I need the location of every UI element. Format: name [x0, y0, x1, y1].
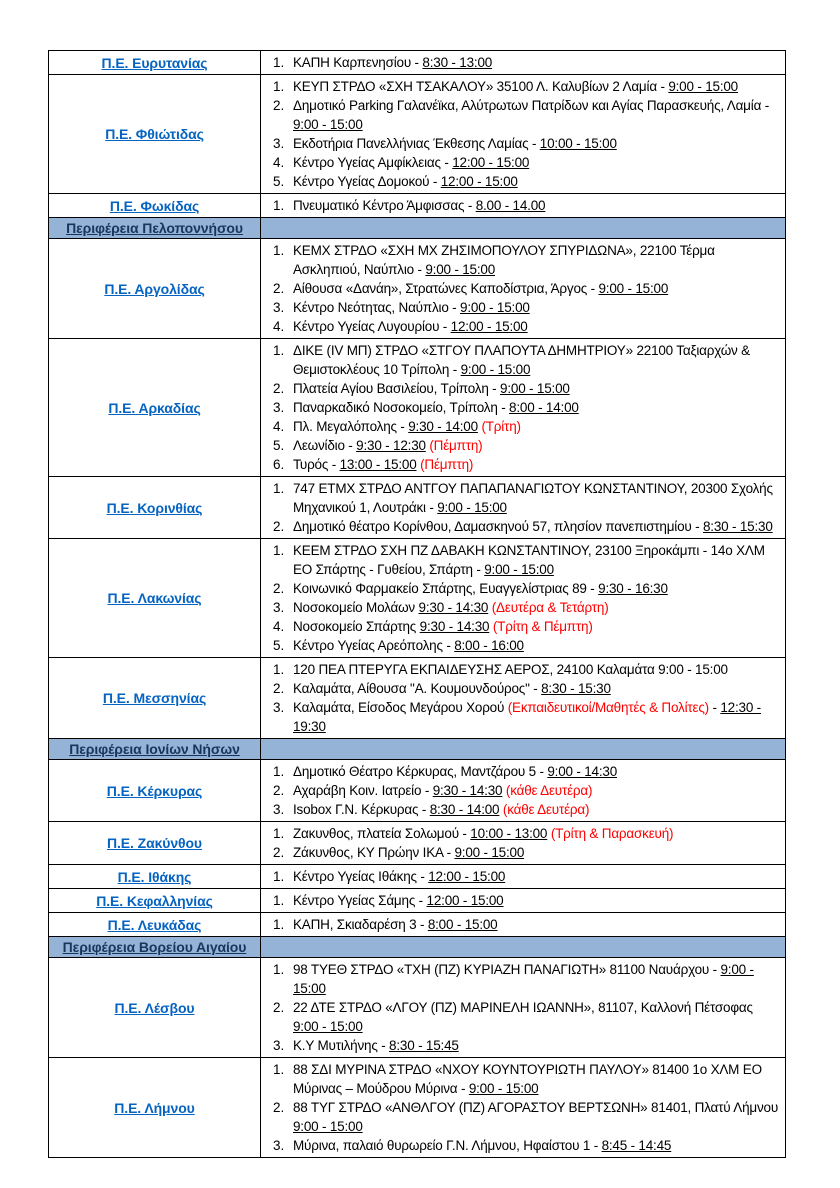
location-list-item [263, 698, 781, 736]
site-text: ΚΕΕΜ ΣΤΡΔΟ ΣΧΗ ΠΖ ΔΑΒΑΚΗ ΚΩΝΣΤΑΝΤΙΝΟΥ, 23100 Ξηροκάμπι - 14ο ΧΛΜ ΕΟ Σπάρτης - Γυθείου, Σπάρτη - [293, 543, 765, 577]
region-row [49, 539, 785, 658]
site-hours: 9:30 - 14:30 [418, 600, 489, 615]
site-text: Πλατεία Αγίου Βασιλείου, Τρίπολη - [293, 381, 501, 396]
site-entry [293, 762, 781, 781]
item-number: 4. [273, 155, 285, 170]
site-text: Κέντρο Υγείας Σάμης - [293, 893, 427, 908]
site-entry [293, 77, 781, 96]
location-list-item [263, 517, 781, 536]
site-hours: 12:00 - 15:00 [440, 174, 518, 189]
site-entry [293, 53, 781, 72]
region-name-cell [49, 658, 261, 738]
site-entry [293, 196, 781, 215]
item-number: 1. [273, 893, 285, 908]
location-list-item [263, 843, 781, 862]
region-row [49, 958, 785, 1058]
site-text: Κ.Υ Μυτιλήνης - [293, 1038, 390, 1053]
item-number: 5. [273, 638, 285, 653]
location-list-item [263, 679, 781, 698]
site-hours: 12:00 - 15:00 [450, 319, 528, 334]
site-hours: 13:00 - 15:00 [339, 457, 417, 472]
item-number: 4. [273, 619, 285, 634]
locations-cell [261, 75, 785, 193]
location-list-item [263, 781, 781, 800]
site-text: Ζάκυνθος, ΚΥ Πρώην ΙΚΑ - [293, 845, 455, 860]
site-text: 22 ΔΤΕ ΣΤΡΔΟ «ΛΓΟΥ (ΠΖ) ΜΑΡΙΝΕΛΗ ΙΩΑΝΝΗ», 81107, Καλλονή Πέτσοφας [293, 1000, 753, 1015]
locations-cell [261, 1058, 785, 1157]
location-list-item [263, 298, 781, 317]
site-text: 120 ΠΕΑ ΠΤΕΡΥΓΑ ΕΚΠΑΙΔΕΥΣΗΣ ΑΕΡΟΣ, 24100 Καλαμάτα 9:00 - 15:00 [293, 662, 728, 677]
section-header-cell [49, 937, 261, 957]
location-list-item [263, 398, 781, 417]
site-hours: 12:30 - 19:30 [293, 700, 761, 734]
site-hours: 8:00 - 16:00 [454, 638, 524, 653]
site-text: Δημοτικό θέατρο Κορίνθου, Δαμασκηνού 57, πλησίον πανεπιστημίου - [293, 519, 703, 534]
site-hours: 9:30 - 12:30 [356, 438, 426, 453]
locations-cell [261, 913, 785, 936]
region-name-cell [49, 239, 261, 338]
site-entry [293, 279, 781, 298]
site-entry [293, 455, 781, 474]
region-row [49, 339, 785, 477]
site-entry [293, 867, 781, 886]
item-number: 6. [273, 457, 285, 472]
site-entry [293, 1098, 781, 1136]
site-hours: 8:30 - 14:00 [429, 802, 500, 817]
region-link[interactable]: Π.Ε. Αργολίδας [104, 280, 205, 297]
locations-cell [261, 865, 785, 888]
site-text: Δημοτικό Parking Γαλανέϊκα, Αλύτρωτων Πατρίδων και Αγίας Παρασκευής, Λαμία - [293, 98, 770, 113]
site-text: 747 ΕΤΜΧ ΣΤΡΔΟ ΑΝΤΓΟΥ ΠΑΠΑΠΑΝΑΓΙΩΤΟΥ ΚΩΝΣΤΑΝΤΙΝΟΥ, 20300 Σχολής Μηχανικού 1, Λουτράκι - [293, 481, 773, 515]
site-text: Νοσοκομείο Μολάων [293, 600, 419, 615]
site-day-note: (Τρίτη) [481, 419, 521, 434]
location-list-item [263, 960, 781, 998]
site-hours: 9:00 - 15:00 [598, 281, 669, 296]
item-number: 3. [273, 136, 285, 151]
site-text: Αχαράβη Κοιν. Ιατρείο - [293, 783, 433, 798]
section-header-label: Περιφέρεια Βορείου Αιγαίου [62, 939, 247, 955]
location-list-item [263, 1098, 781, 1136]
item-number: 2. [273, 783, 285, 798]
region-row [49, 239, 785, 339]
site-entry [293, 781, 781, 800]
item-number: 2. [273, 519, 285, 534]
section-header-label: Περιφέρεια Πελοποννήσου [66, 220, 243, 236]
location-list-item [263, 455, 781, 474]
locations-cell [261, 194, 785, 217]
region-name-cell [49, 75, 261, 193]
item-number: 3. [273, 1138, 285, 1153]
section-header-empty-cell [261, 218, 785, 238]
locations-cell [261, 822, 785, 864]
region-name-cell [49, 51, 261, 74]
region-link[interactable]: Π.Ε. Λακωνίας [107, 590, 202, 606]
site-entry [293, 436, 781, 455]
region-name-cell [49, 760, 261, 821]
region-row [49, 658, 785, 739]
location-list-item [263, 379, 781, 398]
item-number: 1. [273, 243, 285, 258]
locations-cell [261, 51, 785, 74]
region-row [49, 889, 785, 913]
location-list-item [263, 341, 781, 379]
site-hours: 9:00 - 15:00 [437, 500, 507, 515]
region-name-cell [49, 339, 261, 476]
locations-cell [261, 239, 785, 338]
site-entry [293, 960, 781, 998]
item-number: 1. [273, 343, 285, 358]
site-hours: 9:00 - 15:00 [668, 79, 738, 94]
region-row [49, 477, 785, 539]
site-hours: 12:00 - 15:00 [426, 893, 504, 908]
site-text: Πλ. Μεγαλόπολης - [293, 419, 409, 434]
site-hours: 8:30 - 15:45 [389, 1038, 459, 1053]
section-header-cell [49, 739, 261, 759]
site-hours: 9:00 - 15:00 [484, 562, 554, 577]
site-day-note: (κάθε Δευτέρα) [505, 783, 593, 798]
location-list-item [263, 134, 781, 153]
region-row [49, 913, 785, 937]
site-entry [293, 517, 781, 536]
site-day-note: (Πέμπτη) [420, 457, 474, 472]
region-name-cell [49, 822, 261, 864]
item-number: 2. [273, 681, 285, 696]
item-number: 2. [273, 381, 285, 396]
site-entry [293, 1036, 781, 1055]
site-entry [293, 579, 781, 598]
site-entry [293, 617, 781, 636]
item-number: 1. [273, 826, 285, 841]
site-text: Καλαμάτα, Αίθουσα "Α. Κουμουνδούρος" - [293, 681, 542, 696]
location-list-item [263, 891, 781, 910]
item-number: 3. [273, 802, 285, 817]
location-list-item [263, 762, 781, 781]
region-row [49, 760, 785, 822]
item-number: 1. [273, 962, 285, 977]
site-entry [293, 915, 781, 934]
site-entry [293, 341, 781, 379]
item-number: 1. [273, 481, 285, 496]
site-text: Αίθουσα «Δανάη», Στρατώνες Καποδίστρια, Άργος - [293, 281, 599, 296]
site-hours: 9:00 - 15:00 [293, 1019, 363, 1034]
site-hours: 8:00 - 15:00 [427, 917, 498, 932]
item-number: 3. [273, 400, 285, 415]
site-entry [293, 679, 781, 698]
item-number: 1. [273, 1062, 285, 1077]
site-text: Κέντρο Υγείας Δομοκού - [293, 174, 441, 189]
site-hours: 9:00 - 15:00 [293, 962, 754, 996]
region-link[interactable]: Π.Ε. Φωκίδας [109, 197, 200, 214]
location-list-item [263, 241, 781, 279]
site-hours: 12:00 - 15:00 [452, 155, 530, 170]
location-list-item [263, 598, 781, 617]
region-link[interactable]: Π.Ε. Ζακύνθου [107, 835, 202, 851]
site-text: Ζακυνθος, πλατεία Σολωμού - [293, 826, 471, 841]
site-text: ΔΙΚΕ (IV ΜΠ) ΣΤΡΔΟ «ΣΤΓΟΥ ΠΛΑΠΟΥΤΑ ΔΗΜΗΤΡΙΟΥ» 22100 Ταξιαρχών & Θεμιστοκλέους 10 Τρίπολη - [293, 343, 750, 377]
location-list-item [263, 1036, 781, 1055]
location-list-item [263, 998, 781, 1036]
location-list-item [263, 417, 781, 436]
site-entry [293, 1136, 781, 1155]
site-hours: 9:30 - 16:30 [598, 581, 668, 596]
site-hours: 8:00 - 14:00 [509, 400, 579, 415]
site-entry [293, 317, 781, 336]
site-text: 88 ΤΥΓ ΣΤΡΔΟ «ΑΝΘΛΓΟΥ (ΠΖ) ΑΓΟΡΑΣΤΟΥ ΒΕΡΤΣΩΝΗ» 81401, Πλατύ Λήμνου [293, 1100, 779, 1115]
region-name-cell [49, 865, 261, 888]
site-hours: 8:45 - 14:45 [601, 1138, 672, 1153]
item-number: 2. [273, 845, 285, 860]
section-header-row [49, 937, 785, 958]
location-list-item [263, 436, 781, 455]
site-entry [293, 800, 781, 819]
site-entry [293, 541, 781, 579]
item-number: 2. [273, 1100, 285, 1115]
site-entry [293, 843, 781, 862]
site-text: Κέντρο Υγείας Λυγουρίου - [293, 319, 451, 334]
section-header-label: Περιφέρεια Ιονίων Νήσων [69, 741, 240, 757]
site-hours: 9:00 - 15:00 [293, 1119, 363, 1134]
location-list-item [263, 579, 781, 598]
site-entry [293, 379, 781, 398]
region-name-cell [49, 194, 261, 217]
site-hours: 12:00 - 15:00 [428, 869, 506, 884]
location-list-item [263, 915, 781, 934]
item-number: 5. [273, 438, 285, 453]
region-row [49, 1058, 785, 1157]
region-name-cell [49, 539, 261, 657]
location-list-item [263, 53, 781, 72]
site-entry [293, 891, 781, 910]
locations-cell [261, 658, 785, 738]
item-number: 2. [273, 281, 285, 296]
site-hours: 9:00 - 15:00 [293, 117, 363, 132]
site-hours: 10:00 - 13:00 [470, 826, 548, 841]
location-list-item [263, 317, 781, 336]
site-hours: 9:00 - 15:00 [460, 362, 531, 377]
site-day-note: (κάθε Δευτέρα) [502, 802, 590, 817]
region-link[interactable]: Π.Ε. Ιθάκης [117, 868, 192, 885]
site-text: Isobox Γ.Ν. Κέρκυρας - [293, 802, 430, 817]
location-list-item [263, 867, 781, 886]
section-header-cell [49, 218, 261, 238]
site-hours: 9:30 - 14:30 [432, 783, 503, 798]
location-list-item [263, 1060, 781, 1098]
region-link[interactable]: Π.Ε. Λέσβου [114, 999, 195, 1016]
location-list-item [263, 172, 781, 191]
site-text: Παναρκαδικό Νοσοκομείο, Τρίπολη - [293, 400, 510, 415]
region-name-cell [49, 1058, 261, 1157]
site-hours: 9:00 - 15:00 [460, 300, 530, 315]
site-entry [293, 417, 781, 436]
region-link[interactable]: Π.Ε. Κορινθίας [106, 499, 203, 516]
site-hours: 9:00 - 14:30 [547, 764, 617, 779]
region-link[interactable]: Π.Ε. Λευκάδας [107, 916, 202, 933]
section-header-empty-cell [261, 739, 785, 759]
site-hours: 9:00 - 15:00 [500, 381, 570, 396]
item-number: 1. [273, 55, 285, 70]
region-link[interactable]: Π.Ε. Ευρυτανίας [101, 54, 208, 71]
locations-cell [261, 958, 785, 1057]
site-day-note: (Τρίτη & Πέμπτη) [492, 619, 593, 634]
site-hours: 8:30 - 15:30 [703, 519, 773, 534]
site-entry [293, 153, 781, 172]
section-header-row [49, 739, 785, 760]
site-entry [293, 998, 781, 1036]
site-text: Νοσοκομείο Σπάρτης [293, 619, 420, 634]
region-row [49, 822, 785, 865]
item-number: 3. [273, 700, 285, 715]
site-text: Κέντρο Νεότητας, Ναύπλιο - [293, 300, 461, 315]
location-list-item [263, 541, 781, 579]
site-entry [293, 398, 781, 417]
site-hours: 9:00 - 15:00 [425, 262, 496, 277]
site-text: Τυρός - [293, 457, 340, 472]
site-text: Μύρινα, παλαιό θυρωρείο Γ.Ν. Λήμνου, Ηφαίστου 1 - [293, 1138, 602, 1153]
location-list-item [263, 153, 781, 172]
site-text: Κέντρο Υγείας Αμφίκλειας - [293, 155, 453, 170]
site-text: Κέντρο Υγείας Αρεόπολης - [293, 638, 455, 653]
location-list-item [263, 279, 781, 298]
location-list-item [263, 77, 781, 96]
site-entry [293, 636, 781, 655]
item-number: 2. [273, 98, 285, 113]
site-entry [293, 172, 781, 191]
location-list-item [263, 1136, 781, 1155]
location-list-item [263, 660, 781, 679]
item-number: 3. [273, 1038, 285, 1053]
region-name-cell [49, 477, 261, 538]
site-hours: 9:00 - 15:00 [454, 845, 525, 860]
item-number: 4. [273, 319, 285, 334]
site-hours: 8.00 - 14.00 [475, 198, 546, 213]
locations-cell [261, 889, 785, 912]
section-header-empty-cell [261, 937, 785, 957]
site-hours: 10:00 - 15:00 [539, 136, 617, 151]
site-entry [293, 298, 781, 317]
item-number: 1. [273, 764, 285, 779]
region-row [49, 194, 785, 218]
item-number: 4. [273, 419, 285, 434]
item-number: 3. [273, 600, 285, 615]
site-entry [293, 134, 781, 153]
site-text: ΚΑΠΗ, Σκιαδαρέση 3 - [293, 917, 428, 932]
site-hours: 9:00 - 15:00 [468, 1081, 539, 1096]
site-text: Λεωνίδιο - [293, 438, 357, 453]
site-text: - [708, 700, 721, 715]
item-number: 2. [273, 1000, 285, 1015]
site-text: Πνευματικό Κέντρο Άμφισσας - [293, 198, 476, 213]
location-list-item [263, 196, 781, 215]
locations-cell [261, 339, 785, 476]
region-name-cell [49, 913, 261, 936]
site-day-note: (Τρίτη & Παρασκευή) [550, 826, 674, 841]
location-list-item [263, 636, 781, 655]
site-text: ΚΕΥΠ ΣΤΡΔΟ «ΣΧΗ ΤΣΑΚΑΛΟΥ» 35100 Λ. Καλυβίων 2 Λαμία - [293, 79, 669, 94]
site-text: ΚΑΠΗ Καρπενησίου - [293, 55, 423, 70]
item-number: 1. [273, 198, 285, 213]
item-number: 3. [273, 300, 285, 315]
site-text: Δημοτικό Θέατρο Κέρκυρας, Μαντζάρου 5 - [293, 764, 548, 779]
locations-cell [261, 539, 785, 657]
region-link[interactable]: Π.Ε. Φθιώτιδας [105, 126, 204, 142]
region-row [49, 865, 785, 889]
site-entry [293, 241, 781, 279]
item-number: 1. [273, 662, 285, 677]
site-entry [293, 1060, 781, 1098]
vaccination-locations-table [48, 50, 786, 1158]
location-list-item [263, 479, 781, 517]
site-hours: 9:30 - 14:30 [419, 619, 490, 634]
section-header-row [49, 218, 785, 239]
site-entry [293, 698, 781, 736]
location-list-item [263, 617, 781, 636]
site-day-note: (Πέμπτη) [429, 438, 483, 453]
site-text: Καλαμάτα, Είσοδος Μεγάρου Χορού [293, 700, 508, 715]
location-list-item [263, 800, 781, 819]
region-link[interactable]: Π.Ε. Κεφαλληνίας [96, 892, 213, 909]
site-text: 88 ΣΔΙ ΜΥΡΙΝΑ ΣΤΡΔΟ «ΝΧΟΥ ΚΟΥΝΤΟΥΡΙΩΤΗ ΠΑΥΛΟΥ» 81400 1ο ΧΛΜ ΕΟ Μύρινας – Μούδρου Μύρινα - [293, 1062, 762, 1096]
region-link[interactable]: Π.Ε. Αρκαδίας [108, 399, 201, 416]
locations-cell [261, 760, 785, 821]
item-number: 1. [273, 917, 285, 932]
region-link[interactable]: Π.Ε. Κέρκυρας [106, 782, 203, 799]
site-hours: 8:30 - 15:30 [541, 681, 611, 696]
site-day-note: (Εκπαιδευτικοί/Μαθητές & Πολίτες) [507, 700, 709, 715]
site-text: ΚΕΜΧ ΣΤΡΔΟ «ΣΧΗ ΜΧ ΖΗΣΙΜΟΠΟΥΛΟΥ ΣΠΥΡΙΔΩΝΑ», 22100 Τέρμα Ασκληπιού, Ναύπλιο - [293, 243, 715, 277]
region-name-cell [49, 889, 261, 912]
site-entry [293, 96, 781, 134]
site-text: Κέντρο Υγείας Ιθάκης - [293, 869, 429, 884]
site-text: Εκδοτήρια Πανελλήνιας Έκθεσης Λαμίας - [293, 136, 540, 151]
item-number: 2. [273, 581, 285, 596]
item-number: 5. [273, 174, 285, 189]
site-day-note: (Δευτέρα & Τετάρτη) [491, 600, 609, 615]
locations-cell [261, 477, 785, 538]
site-hours: 8:30 - 13:00 [422, 55, 493, 70]
site-entry [293, 824, 781, 843]
site-entry [293, 660, 781, 679]
region-row [49, 75, 785, 194]
site-entry [293, 479, 781, 517]
site-text: 98 ΤΥΕΘ ΣΤΡΔΟ «ΤΧΗ (ΠΖ) ΚΥΡΙΑΖΗ ΠΑΝΑΓΙΩΤΗ» 81100 Ναυάρχου - [293, 962, 721, 977]
region-row [49, 51, 785, 75]
location-list-item [263, 824, 781, 843]
item-number: 1. [273, 543, 285, 558]
item-number: 1. [273, 869, 285, 884]
region-link[interactable]: Π.Ε. Μεσσηνίας [102, 690, 207, 706]
region-link[interactable]: Π.Ε. Λήμνου [114, 1099, 195, 1116]
location-list-item [263, 96, 781, 134]
site-entry [293, 598, 781, 617]
item-number: 1. [273, 79, 285, 94]
site-text: Κοινωνικό Φαρμακείο Σπάρτης, Ευαγγελίστριας 89 - [293, 581, 599, 596]
site-hours: 9:30 - 14:00 [408, 419, 478, 434]
region-name-cell [49, 958, 261, 1057]
